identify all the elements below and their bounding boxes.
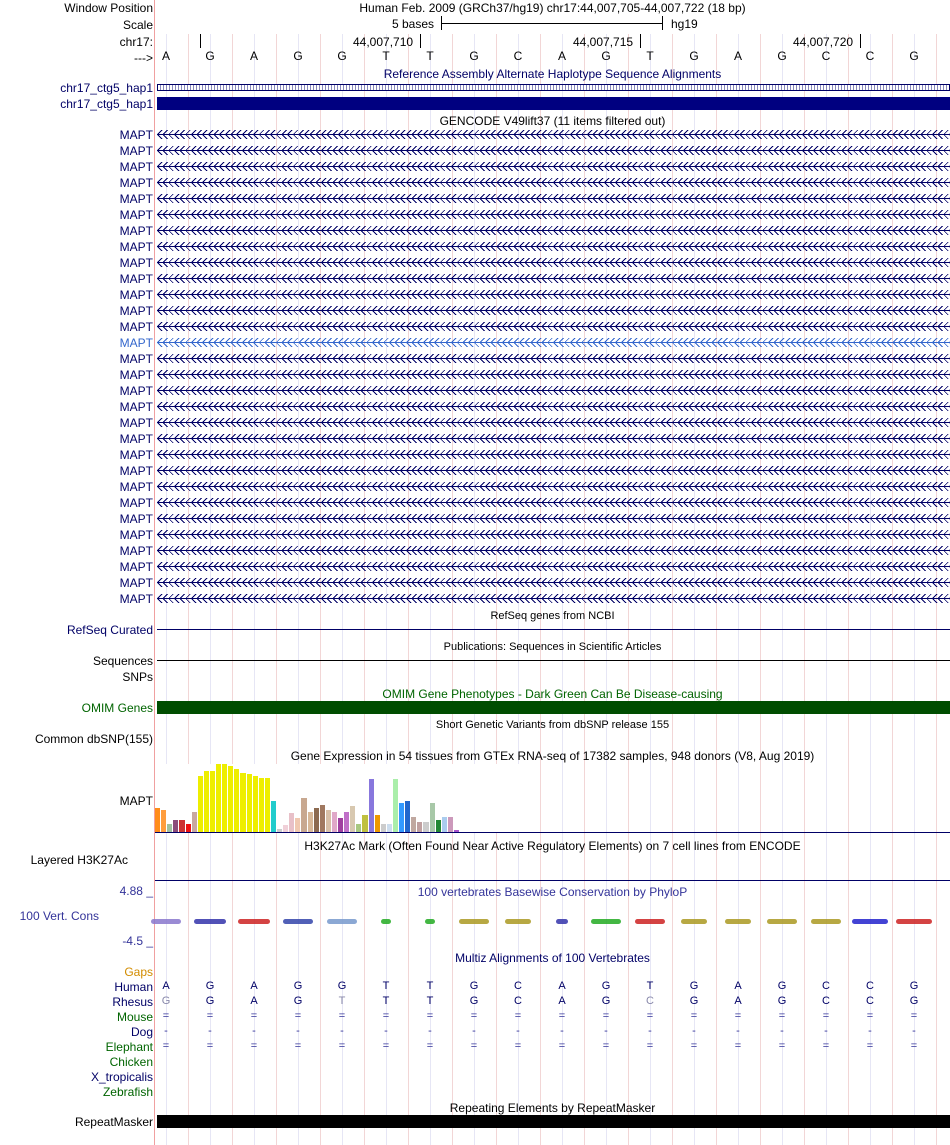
gene-label-mapt[interactable]: MAPT xyxy=(119,144,153,158)
alignment-base: G xyxy=(205,995,215,1007)
gene-model-row[interactable] xyxy=(157,338,950,347)
gtex-bar[interactable] xyxy=(161,810,166,832)
gtex-bar[interactable] xyxy=(405,801,410,832)
alignment-base: A xyxy=(558,995,566,1007)
gene-model-row[interactable] xyxy=(157,514,950,523)
alignment-base: - xyxy=(780,1025,784,1037)
gene-label-mapt[interactable]: MAPT xyxy=(119,592,153,606)
gene-label-mapt[interactable]: MAPT xyxy=(119,496,153,510)
gtex-bar[interactable] xyxy=(186,824,191,832)
alignment-base: = xyxy=(866,1040,874,1052)
phylop-score-mark xyxy=(767,919,797,924)
alignment-base: = xyxy=(338,1010,346,1022)
alignment-base: = xyxy=(734,1010,742,1022)
alignment-base: = xyxy=(690,1040,698,1052)
alt-haplo-title[interactable]: Reference Assembly Alternate Haplotype Sequence Alignments xyxy=(383,67,722,81)
gene-model-row[interactable] xyxy=(157,130,950,139)
gtex-bar[interactable] xyxy=(387,824,392,832)
gene-label-mapt[interactable]: MAPT xyxy=(119,528,153,542)
gene-label-mapt[interactable]: MAPT xyxy=(119,576,153,590)
gene-label-mapt[interactable]: MAPT xyxy=(119,240,153,254)
base-letter: A xyxy=(249,49,258,63)
gene-label-mapt[interactable]: MAPT xyxy=(119,336,153,350)
gene-label-mapt[interactable]: MAPT xyxy=(119,480,153,494)
gtex-bar[interactable] xyxy=(228,766,233,832)
gtex-baseline xyxy=(155,832,950,833)
alignment-base: = xyxy=(206,1010,214,1022)
alignment-base: - xyxy=(736,1025,740,1037)
phylop-score-mark xyxy=(725,919,751,924)
gtex-bar[interactable] xyxy=(356,824,361,832)
alignment-base: = xyxy=(778,1040,786,1052)
gene-label-mapt[interactable]: MAPT xyxy=(119,160,153,174)
alignment-base: = xyxy=(822,1010,830,1022)
alignment-base: T xyxy=(426,980,434,992)
pubs-line[interactable] xyxy=(157,660,950,661)
alignment-base: C xyxy=(822,980,830,992)
gene-label-mapt[interactable]: MAPT xyxy=(119,416,153,430)
gtex-bar[interactable] xyxy=(240,773,245,832)
alignment-base: = xyxy=(558,1040,566,1052)
phylop-score-mark xyxy=(635,919,665,924)
gtex-bar[interactable] xyxy=(314,808,319,832)
gene-model-row[interactable] xyxy=(157,322,950,331)
phylop-score-mark xyxy=(852,919,888,924)
pubs-title[interactable]: Publications: Sequences in Scientific Articles xyxy=(443,641,662,653)
gtex-title[interactable]: Gene Expression in 54 tissues from GTEx RNA-seq of 17382 samples, 948 donors (V8, Aug 2019) xyxy=(290,749,815,763)
gene-model-row[interactable] xyxy=(157,594,950,603)
repeatmasker-label[interactable]: RepeatMasker xyxy=(74,1115,153,1129)
gtex-bar[interactable] xyxy=(216,764,221,832)
gene-model-row[interactable] xyxy=(157,306,950,315)
alignment-base: = xyxy=(426,1040,434,1052)
omim-bar[interactable] xyxy=(157,701,950,714)
phylop-score-mark xyxy=(459,919,489,924)
phylop-ymin: -4.5 _ xyxy=(122,934,153,948)
gene-model-row[interactable] xyxy=(157,226,950,235)
species-label-zebrafish[interactable]: Zebrafish xyxy=(102,1085,153,1099)
base-letter: G xyxy=(337,49,347,63)
omim-label[interactable]: OMIM Genes xyxy=(81,701,153,715)
gtex-bar[interactable] xyxy=(222,764,227,832)
gtex-bar[interactable] xyxy=(320,805,325,832)
alignment-base: = xyxy=(250,1010,258,1022)
alignment-base: = xyxy=(162,1040,170,1052)
repeatmasker-bar[interactable] xyxy=(157,1115,950,1128)
base-letter: C xyxy=(821,49,831,63)
gtex-bar[interactable] xyxy=(338,818,343,832)
base-letter: G xyxy=(469,49,479,63)
gtex-bar[interactable] xyxy=(271,801,276,832)
alignment-base: - xyxy=(208,1025,212,1037)
gtex-bar[interactable] xyxy=(173,820,178,832)
gtex-bar[interactable] xyxy=(442,817,447,832)
alignment-base: - xyxy=(648,1025,652,1037)
gene-model-row[interactable] xyxy=(157,290,950,299)
dbsnp-title[interactable]: Short Genetic Variants from dbSNP release 155 xyxy=(435,719,670,731)
gene-label-mapt[interactable]: MAPT xyxy=(119,368,153,382)
gene-model-row[interactable] xyxy=(157,146,950,155)
gtex-bar[interactable] xyxy=(204,771,209,832)
alignment-base: A xyxy=(162,980,170,992)
base-letter: G xyxy=(689,49,699,63)
gene-label-mapt[interactable]: MAPT xyxy=(119,208,153,222)
gene-model-row[interactable] xyxy=(157,578,950,587)
gtex-bar[interactable] xyxy=(369,779,374,832)
scale-bar xyxy=(441,16,663,30)
gtex-bar[interactable] xyxy=(326,810,331,832)
alt-haplo-solid-bar[interactable] xyxy=(157,97,950,110)
alignment-base: C xyxy=(822,995,830,1007)
alignment-base: = xyxy=(602,1040,610,1052)
base-letter: C xyxy=(513,49,523,63)
alignment-base: = xyxy=(338,1040,346,1052)
gene-label-mapt[interactable]: MAPT xyxy=(119,272,153,286)
alignment-base: = xyxy=(382,1010,390,1022)
scale-label: Scale xyxy=(122,18,153,32)
alignment-base: = xyxy=(294,1010,302,1022)
gene-model-row[interactable] xyxy=(157,258,950,267)
alignment-base: - xyxy=(604,1025,608,1037)
pubs-snps-label[interactable]: SNPs xyxy=(122,670,153,684)
gtex-bar[interactable] xyxy=(332,812,337,832)
gtex-bar[interactable] xyxy=(210,771,215,832)
gtex-bar[interactable] xyxy=(411,817,416,832)
alignment-base: A xyxy=(734,995,742,1007)
phylop-score-mark xyxy=(505,919,531,924)
gtex-bar[interactable] xyxy=(393,779,398,832)
species-label-rhesus[interactable]: Rhesus xyxy=(112,995,153,1009)
phylop-score-mark xyxy=(238,919,270,924)
alignment-base: - xyxy=(516,1025,520,1037)
alignment-base: G xyxy=(601,995,611,1007)
refseq-label[interactable]: RefSeq Curated xyxy=(66,623,153,637)
alignment-base: G xyxy=(689,980,699,992)
track-labels xyxy=(0,0,153,1145)
gene-model-row[interactable] xyxy=(157,434,950,443)
alignment-base: = xyxy=(646,1010,654,1022)
gene-model-row[interactable] xyxy=(157,274,950,283)
phylop-score-mark xyxy=(381,919,391,924)
gtex-bar[interactable] xyxy=(350,806,355,832)
alignment-base: T xyxy=(338,995,346,1007)
gtex-label[interactable]: MAPT xyxy=(119,794,153,808)
phylop-score-mark xyxy=(151,919,181,924)
alignment-base: A xyxy=(250,995,258,1007)
gene-model-row[interactable] xyxy=(157,562,950,571)
alignment-base: G xyxy=(161,995,171,1007)
gene-model-row[interactable] xyxy=(157,354,950,363)
alignment-base: = xyxy=(470,1040,478,1052)
gene-model-row[interactable] xyxy=(157,402,950,411)
alignment-base: G xyxy=(909,980,919,992)
species-label-x_tropicalis[interactable]: X_tropicalis xyxy=(90,1070,153,1084)
alignment-base: - xyxy=(384,1025,388,1037)
gene-label-mapt[interactable]: MAPT xyxy=(119,176,153,190)
gene-model-row[interactable] xyxy=(157,466,950,475)
alignment-base: G xyxy=(777,995,787,1007)
gene-label-mapt[interactable]: MAPT xyxy=(119,304,153,318)
gtex-bar[interactable] xyxy=(155,808,160,832)
gene-label-mapt[interactable]: MAPT xyxy=(119,256,153,270)
repeatmasker-title[interactable]: Repeating Elements by RepeatMasker xyxy=(449,1101,656,1115)
alignment-base: C xyxy=(514,995,522,1007)
alignment-base: T xyxy=(426,995,434,1007)
phylop-score-mark xyxy=(194,919,226,924)
gtex-bar[interactable] xyxy=(289,813,294,832)
browser-image[interactable] xyxy=(155,0,950,1145)
alignment-base: - xyxy=(340,1025,344,1037)
phylop-score-mark xyxy=(591,919,621,924)
gene-label-mapt[interactable]: MAPT xyxy=(119,448,153,462)
alignment-base: = xyxy=(250,1040,258,1052)
alignment-base: T xyxy=(646,980,654,992)
refseq-title[interactable]: RefSeq genes from NCBI xyxy=(490,610,615,622)
h3k27ac-baseline xyxy=(155,880,950,881)
alignment-base: T xyxy=(382,995,390,1007)
alignment-base: = xyxy=(162,1010,170,1022)
gtex-bar[interactable] xyxy=(436,820,441,832)
alignment-base: = xyxy=(734,1040,742,1052)
gtex-bar[interactable] xyxy=(265,778,270,832)
alignment-base: C xyxy=(866,980,874,992)
gtex-bar[interactable] xyxy=(448,817,453,832)
alignment-base: = xyxy=(910,1010,918,1022)
phylop-ymax: 4.88 _ xyxy=(119,884,153,898)
gene-label-mapt[interactable]: MAPT xyxy=(119,400,153,414)
gene-model-row[interactable] xyxy=(157,210,950,219)
refseq-line[interactable] xyxy=(157,629,950,630)
gene-model-row[interactable] xyxy=(157,498,950,507)
species-label-elephant[interactable]: Elephant xyxy=(105,1040,153,1054)
alignment-base: = xyxy=(910,1040,918,1052)
alignment-base: = xyxy=(294,1040,302,1052)
omim-title[interactable]: OMIM Gene Phenotypes - Dark Green Can Be Disease-causing xyxy=(382,687,723,701)
species-label-chicken[interactable]: Chicken xyxy=(109,1055,153,1069)
phylop-score-mark xyxy=(811,919,841,924)
ruler-tick xyxy=(640,34,641,48)
alignment-base: = xyxy=(206,1040,214,1052)
gtex-bar[interactable] xyxy=(192,812,197,832)
multiz-title[interactable]: Multiz Alignments of 100 Vertebrates xyxy=(455,951,650,965)
gene-model-row[interactable] xyxy=(157,242,950,251)
gene-label-mapt[interactable]: MAPT xyxy=(119,512,153,526)
alignment-base: G xyxy=(337,980,347,992)
scale-text: 5 bases xyxy=(392,17,435,31)
gtex-bar[interactable] xyxy=(308,812,313,832)
gtex-bar[interactable] xyxy=(381,824,386,832)
coord-3: 44,007,720 xyxy=(793,35,854,49)
gtex-bar[interactable] xyxy=(417,822,422,832)
alignment-base: G xyxy=(909,995,919,1007)
ruler-tick xyxy=(420,34,421,48)
alignment-base: - xyxy=(868,1025,872,1037)
gtex-bar[interactable] xyxy=(253,776,258,832)
species-label-human[interactable]: Human xyxy=(114,980,153,994)
base-letter: C xyxy=(865,49,875,63)
gene-model-row[interactable] xyxy=(157,194,950,203)
pubs-sequences-label[interactable]: Sequences xyxy=(92,654,153,668)
gtex-bar[interactable] xyxy=(423,822,428,832)
dbsnp-label[interactable]: Common dbSNP(155) xyxy=(34,732,153,746)
base-letter: T xyxy=(382,49,390,63)
phylop-score-mark xyxy=(425,919,435,924)
alignment-base: - xyxy=(560,1025,564,1037)
gtex-bar[interactable] xyxy=(375,815,380,832)
gene-model-row[interactable] xyxy=(157,386,950,395)
alignment-base: G xyxy=(469,980,479,992)
phylop-score-mark xyxy=(556,919,568,924)
base-letter: G xyxy=(293,49,303,63)
gtex-barchart[interactable] xyxy=(155,764,535,832)
coord-1: 44,007,710 xyxy=(353,35,414,49)
gtex-bar[interactable] xyxy=(259,778,264,832)
gtex-bar[interactable] xyxy=(430,803,435,832)
alignment-base: - xyxy=(824,1025,828,1037)
alignment-base: = xyxy=(514,1010,522,1022)
alignment-base: = xyxy=(822,1040,830,1052)
gene-model-row[interactable] xyxy=(157,482,950,491)
phylop-title[interactable]: 100 vertebrates Basewise Conservation by PhyloP xyxy=(417,885,688,899)
gene-label-mapt[interactable]: MAPT xyxy=(119,352,153,366)
alignment-base: = xyxy=(470,1010,478,1022)
gene-model-row[interactable] xyxy=(157,162,950,171)
gene-label-mapt[interactable]: MAPT xyxy=(119,464,153,478)
alignment-base: G xyxy=(205,980,215,992)
gene-label-mapt[interactable]: MAPT xyxy=(119,560,153,574)
alignment-base: G xyxy=(777,980,787,992)
alignment-base: - xyxy=(428,1025,432,1037)
alignment-base: = xyxy=(558,1010,566,1022)
gene-model-row[interactable] xyxy=(157,546,950,555)
alignment-base: = xyxy=(426,1010,434,1022)
h3k27ac-title[interactable]: H3K27Ac Mark (Often Found Near Active Regulatory Elements) on 7 cell lines from ENCODE xyxy=(304,839,801,853)
gtex-bar[interactable] xyxy=(167,824,172,832)
alignment-base: - xyxy=(692,1025,696,1037)
gene-label-mapt[interactable]: MAPT xyxy=(119,192,153,206)
gene-label-mapt[interactable]: MAPT xyxy=(119,320,153,334)
alt-haplo-label-1[interactable]: chr17_ctg5_hap1 xyxy=(60,81,153,95)
window-position-value: Human Feb. 2009 (GRCh37/hg19) chr17:44,007,705-44,007,722 (18 bp) xyxy=(359,1,746,15)
alignment-base: A xyxy=(250,980,258,992)
alignment-base: G xyxy=(293,995,303,1007)
alignment-base: T xyxy=(382,980,390,992)
gene-model-row[interactable] xyxy=(157,178,950,187)
window-position-label: Window Position xyxy=(64,1,153,15)
h3k27ac-label[interactable]: Layered H3K27Ac xyxy=(30,853,128,867)
gtex-bar[interactable] xyxy=(399,803,404,832)
species-label-gaps[interactable]: Gaps xyxy=(124,965,153,979)
alignment-base: C xyxy=(514,980,522,992)
gtex-bar[interactable] xyxy=(198,776,203,832)
gtex-bar[interactable] xyxy=(234,769,239,832)
alignment-base: G xyxy=(469,995,479,1007)
gene-label-mapt[interactable]: MAPT xyxy=(119,544,153,558)
alignment-base: = xyxy=(778,1010,786,1022)
alignment-base: A xyxy=(734,980,742,992)
gencode-title[interactable]: GENCODE V49lift37 (11 items filtered out) xyxy=(439,114,666,128)
base-letter: G xyxy=(601,49,611,63)
gene-label-mapt[interactable]: MAPT xyxy=(119,288,153,302)
base-letter: T xyxy=(426,49,434,63)
gtex-bar[interactable] xyxy=(344,812,349,832)
alignment-base: - xyxy=(296,1025,300,1037)
base-letter: T xyxy=(646,49,654,63)
gene-model-row[interactable] xyxy=(157,450,950,459)
ruler-tick xyxy=(860,34,861,48)
strand-label[interactable]: ---> xyxy=(134,51,153,65)
phylop-score-mark xyxy=(327,919,357,924)
gene-model-row[interactable] xyxy=(157,370,950,379)
alignment-base: - xyxy=(472,1025,476,1037)
alignment-base: = xyxy=(602,1010,610,1022)
alignment-base: = xyxy=(514,1040,522,1052)
alignment-base: G xyxy=(601,980,611,992)
gtex-bar[interactable] xyxy=(362,815,367,832)
alignment-base: A xyxy=(558,980,566,992)
species-label-mouse[interactable]: Mouse xyxy=(116,1010,153,1024)
base-letter: G xyxy=(909,49,919,63)
gene-label-mapt[interactable]: MAPT xyxy=(119,128,153,142)
alignment-base: C xyxy=(646,995,654,1007)
alignment-base: G xyxy=(293,980,303,992)
gtex-bar[interactable] xyxy=(179,820,184,832)
phylop-score-mark xyxy=(681,919,707,924)
gene-label-mapt[interactable]: MAPT xyxy=(119,384,153,398)
phylop-logo-g xyxy=(907,921,947,945)
gene-label-mapt[interactable]: MAPT xyxy=(119,432,153,446)
alignment-base: = xyxy=(866,1010,874,1022)
gtex-bar[interactable] xyxy=(283,825,288,832)
alignment-base: - xyxy=(164,1025,168,1037)
gtex-bar[interactable] xyxy=(301,798,306,832)
gene-model-row[interactable] xyxy=(157,530,950,539)
gtex-bar[interactable] xyxy=(247,774,252,832)
alignment-base: - xyxy=(912,1025,916,1037)
gene-model-row[interactable] xyxy=(157,418,950,427)
base-letter: A xyxy=(733,49,742,63)
alignment-base: G xyxy=(689,995,699,1007)
phylop-score-mark xyxy=(283,919,313,924)
ruler-tick xyxy=(200,34,201,48)
base-letter: A xyxy=(557,49,566,63)
alignment-base: = xyxy=(646,1040,654,1052)
base-letter: A xyxy=(161,49,170,63)
alignment-base: C xyxy=(866,995,874,1007)
gtex-bar[interactable] xyxy=(295,818,300,832)
alignment-base: = xyxy=(690,1010,698,1022)
base-letter: G xyxy=(777,49,787,63)
alignment-base: - xyxy=(252,1025,256,1037)
coord-2: 44,007,715 xyxy=(573,35,634,49)
alt-haplo-hatched-bar[interactable] xyxy=(157,84,950,91)
alt-haplo-label-2[interactable]: chr17_ctg5_hap1 xyxy=(60,97,153,111)
scale-assembly: hg19 xyxy=(671,17,698,31)
gene-label-mapt[interactable]: MAPT xyxy=(119,224,153,238)
alignment-base: = xyxy=(382,1040,390,1052)
species-label-dog[interactable]: Dog xyxy=(130,1025,153,1039)
chrom-label: chr17: xyxy=(119,35,153,49)
phylop-label[interactable]: 100 Vert. Cons xyxy=(19,909,99,923)
base-letter: G xyxy=(205,49,215,63)
